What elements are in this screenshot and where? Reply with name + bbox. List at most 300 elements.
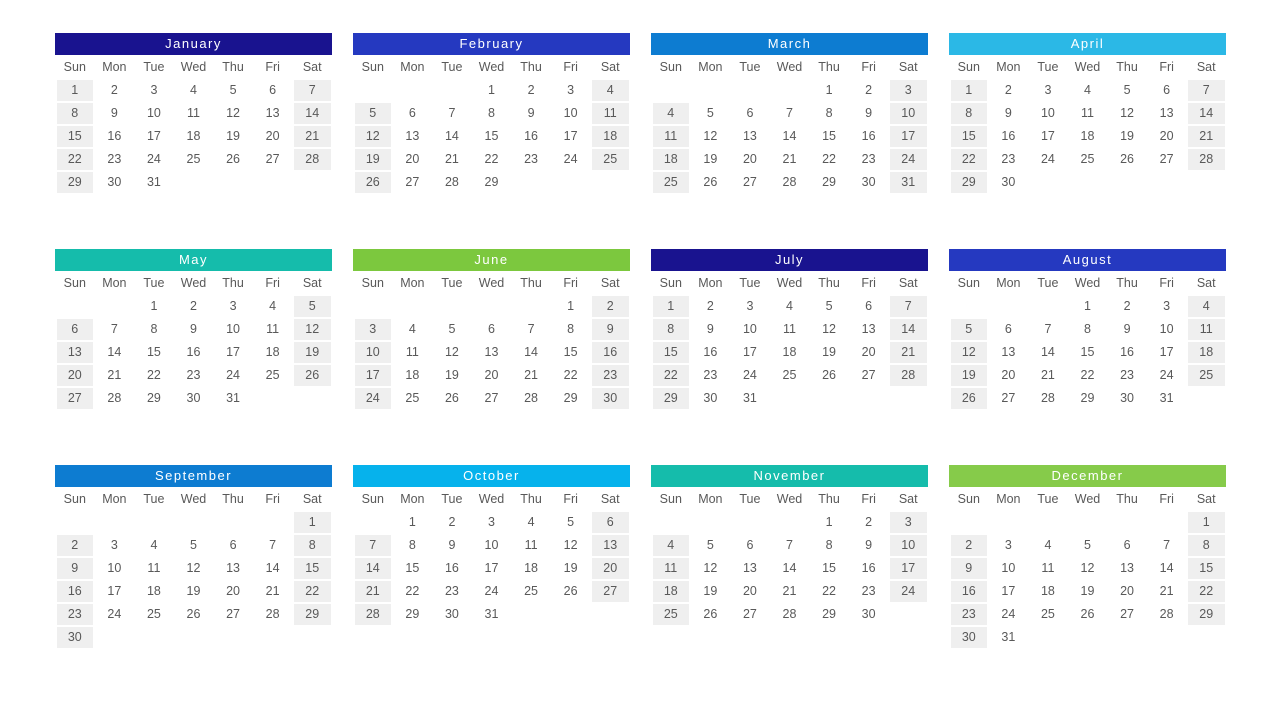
day-cell: 29 <box>1080 391 1095 405</box>
day-cell: 6 <box>408 106 416 120</box>
weekday-label: Sun <box>361 60 384 74</box>
week-row <box>651 125 928 148</box>
day-cell: 14 <box>1040 345 1055 359</box>
day-cell: 19 <box>563 561 578 575</box>
day-cell: 25 <box>653 172 690 193</box>
day-cell: 23 <box>861 152 876 166</box>
day-cell: 30 <box>861 607 876 621</box>
day-cell: 9 <box>706 322 714 336</box>
day-cell: 4 <box>408 322 416 336</box>
empty-day-cell <box>951 296 988 317</box>
week-row <box>353 511 630 534</box>
day-cell: 26 <box>1080 607 1095 621</box>
empty-day-cell <box>513 604 550 625</box>
empty-day-cell <box>990 296 1027 317</box>
day-cell: 14 <box>1188 103 1225 124</box>
calendar-grid <box>55 33 1226 681</box>
day-cell: 6 <box>1163 83 1171 97</box>
empty-day-cell <box>1109 512 1146 533</box>
month-title: May <box>55 249 332 271</box>
day-cell: 29 <box>484 175 499 189</box>
empty-day-cell <box>254 172 291 193</box>
weekday-label: Sun <box>659 60 682 74</box>
day-cell: 27 <box>265 152 280 166</box>
weekday-label: Sat <box>600 60 620 74</box>
weekday-label: Mon <box>400 276 425 290</box>
day-cell: 26 <box>703 607 718 621</box>
empty-day-cell <box>1188 627 1225 648</box>
day-cell: 9 <box>1123 322 1131 336</box>
empty-day-cell <box>394 80 431 101</box>
day-cell: 31 <box>890 172 927 193</box>
day-cell: 5 <box>1123 83 1131 97</box>
day-cell: 4 <box>592 80 629 101</box>
empty-day-cell <box>990 512 1027 533</box>
weekday-label: Wed <box>776 276 803 290</box>
week-row <box>55 102 332 125</box>
day-cell: 30 <box>1120 391 1135 405</box>
day-cell: 29 <box>1188 604 1225 625</box>
empty-day-cell <box>215 512 252 533</box>
month-title: July <box>651 249 928 271</box>
day-cell: 2 <box>448 515 456 529</box>
day-cell: 8 <box>294 535 331 556</box>
weekday-label: Tue <box>143 492 165 506</box>
day-cell: 3 <box>1044 83 1052 97</box>
day-cell: 7 <box>294 80 331 101</box>
week-row <box>55 171 332 194</box>
day-cell: 24 <box>226 368 241 382</box>
month-card <box>651 465 928 681</box>
day-cell: 5 <box>951 319 988 340</box>
day-cell: 12 <box>355 126 392 147</box>
weekday-label: Mon <box>400 492 425 506</box>
day-cell: 3 <box>1163 299 1171 313</box>
week-row <box>651 171 928 194</box>
day-cell: 7 <box>448 106 456 120</box>
weekday-label: Mon <box>102 60 127 74</box>
weekday-header-row <box>949 487 1226 511</box>
month-card <box>55 33 332 249</box>
day-cell: 24 <box>742 368 757 382</box>
month-card <box>949 33 1226 249</box>
day-cell: 22 <box>951 149 988 170</box>
day-cell: 26 <box>355 172 392 193</box>
day-cell: 8 <box>488 106 495 120</box>
weekday-label: Sun <box>659 492 682 506</box>
day-cell: 28 <box>1040 391 1055 405</box>
day-cell: 27 <box>1120 607 1135 621</box>
day-cell: 15 <box>57 126 94 147</box>
day-cell: 25 <box>524 584 539 598</box>
weekday-label: Thu <box>1116 492 1138 506</box>
day-cell: 23 <box>1120 368 1135 382</box>
day-cell: 30 <box>592 388 629 409</box>
day-cell: 11 <box>187 106 200 120</box>
weekday-label: Sat <box>1196 492 1216 506</box>
weekday-label: Tue <box>143 276 165 290</box>
day-cell: 2 <box>1123 299 1131 313</box>
weekday-label: Wed <box>776 492 803 506</box>
day-cell: 1 <box>653 296 690 317</box>
day-cell: 13 <box>1159 106 1174 120</box>
day-cell: 7 <box>890 296 927 317</box>
empty-day-cell <box>394 296 431 317</box>
day-cell: 3 <box>355 319 392 340</box>
empty-day-cell <box>653 512 690 533</box>
day-cell: 15 <box>822 129 837 143</box>
day-cell: 5 <box>190 538 197 552</box>
day-cell: 18 <box>653 581 690 602</box>
day-cell: 17 <box>484 561 499 575</box>
week-row <box>55 511 332 534</box>
day-cell: 29 <box>146 391 161 405</box>
day-cell: 3 <box>150 83 158 97</box>
weekday-label: Tue <box>739 60 761 74</box>
day-cell: 2 <box>527 83 535 97</box>
day-cell: 25 <box>1040 607 1055 621</box>
week-row <box>949 171 1226 194</box>
day-cell: 17 <box>890 126 927 147</box>
weekday-label: Fri <box>265 276 280 290</box>
day-cell: 26 <box>186 607 201 621</box>
empty-day-cell <box>890 388 927 409</box>
day-cell: 11 <box>266 322 280 336</box>
day-cell: 29 <box>822 607 837 621</box>
day-cell: 21 <box>444 152 459 166</box>
weekday-label: Sat <box>898 492 918 506</box>
weekday-label: Sat <box>302 276 322 290</box>
week-row <box>949 387 1226 410</box>
empty-day-cell <box>771 80 808 101</box>
day-cell: 19 <box>294 342 331 363</box>
month-title: March <box>651 33 928 55</box>
day-cell: 28 <box>107 391 122 405</box>
weekday-label: Sun <box>63 492 86 506</box>
day-cell: 28 <box>355 604 392 625</box>
day-cell: 25 <box>1188 365 1225 386</box>
weekday-header-row <box>55 271 332 295</box>
day-cell: 13 <box>57 342 94 363</box>
empty-day-cell <box>473 296 510 317</box>
day-cell: 31 <box>1159 391 1174 405</box>
day-cell: 6 <box>229 538 237 552</box>
day-cell: 27 <box>861 368 876 382</box>
day-cell: 16 <box>444 561 459 575</box>
empty-day-cell <box>1109 627 1146 648</box>
weekday-label: Thu <box>222 276 244 290</box>
day-cell: 6 <box>1004 322 1012 336</box>
day-cell: 6 <box>1123 538 1131 552</box>
day-cell: 11 <box>524 538 538 552</box>
day-cell: 1 <box>825 515 833 529</box>
weekday-header-row <box>353 271 630 295</box>
weekday-label: Sat <box>302 492 322 506</box>
day-cell: 4 <box>1044 538 1052 552</box>
month-title: December <box>949 465 1226 487</box>
day-cell: 7 <box>1044 322 1052 336</box>
week-row <box>651 148 928 171</box>
empty-day-cell <box>215 627 252 648</box>
empty-day-cell <box>1069 512 1106 533</box>
empty-day-cell <box>434 80 471 101</box>
empty-day-cell <box>355 512 392 533</box>
day-cell: 24 <box>107 607 122 621</box>
day-cell: 19 <box>1080 584 1095 598</box>
day-cell: 18 <box>146 584 161 598</box>
day-cell: 14 <box>1159 561 1174 575</box>
month-title: November <box>651 465 928 487</box>
week-row <box>949 341 1226 364</box>
empty-day-cell <box>175 512 212 533</box>
weekday-label: Fri <box>861 276 876 290</box>
day-cell: 10 <box>146 106 161 120</box>
empty-day-cell <box>355 80 392 101</box>
day-cell: 8 <box>150 322 158 336</box>
month-card <box>949 249 1226 465</box>
empty-day-cell <box>136 512 173 533</box>
day-cell: 5 <box>294 296 331 317</box>
day-cell: 6 <box>488 322 495 336</box>
empty-day-cell <box>513 296 550 317</box>
empty-day-cell <box>732 512 769 533</box>
day-cell: 18 <box>592 126 629 147</box>
week-row <box>55 341 332 364</box>
day-cell: 15 <box>146 345 161 359</box>
day-cell: 24 <box>484 584 499 598</box>
empty-day-cell <box>254 512 291 533</box>
day-cell: 27 <box>742 175 757 189</box>
week-row <box>651 603 928 626</box>
day-cell: 6 <box>746 538 754 552</box>
week-row <box>651 557 928 580</box>
day-cell: 27 <box>742 607 757 621</box>
day-cell: 27 <box>1001 391 1016 405</box>
day-cell: 4 <box>653 103 690 124</box>
day-cell: 3 <box>488 515 495 529</box>
day-cell: 23 <box>186 368 201 382</box>
week-row <box>55 79 332 102</box>
day-cell: 1 <box>951 80 988 101</box>
weekday-label: Fri <box>265 60 280 74</box>
day-cell: 26 <box>563 584 578 598</box>
day-cell: 24 <box>890 581 927 602</box>
weekday-label: Sat <box>898 60 918 74</box>
day-cell: 12 <box>703 129 718 143</box>
day-cell: 3 <box>890 512 927 533</box>
day-cell: 28 <box>1188 149 1225 170</box>
day-cell: 24 <box>355 388 392 409</box>
day-cell: 14 <box>107 345 122 359</box>
weekday-label: Tue <box>739 492 761 506</box>
day-cell: 18 <box>186 129 201 143</box>
day-cell: 18 <box>782 345 797 359</box>
week-row <box>651 102 928 125</box>
day-cell: 24 <box>146 152 161 166</box>
day-cell: 13 <box>1001 345 1016 359</box>
day-cell: 23 <box>57 604 94 625</box>
empty-day-cell <box>254 388 291 409</box>
month-card <box>651 249 928 465</box>
weekday-label: Tue <box>1037 492 1059 506</box>
day-cell: 11 <box>1188 319 1225 340</box>
day-cell: 22 <box>484 152 499 166</box>
empty-day-cell <box>294 627 331 648</box>
day-cell: 17 <box>107 584 122 598</box>
day-cell: 6 <box>592 512 629 533</box>
weekday-label: Thu <box>520 492 542 506</box>
day-cell: 23 <box>524 152 539 166</box>
day-cell: 20 <box>1120 584 1135 598</box>
empty-day-cell <box>1188 172 1225 193</box>
week-row <box>55 364 332 387</box>
day-cell: 20 <box>861 345 876 359</box>
weekday-label: Wed <box>478 60 505 74</box>
day-cell: 29 <box>57 172 94 193</box>
day-cell: 23 <box>592 365 629 386</box>
empty-day-cell <box>771 388 808 409</box>
day-cell: 13 <box>484 345 499 359</box>
week-row <box>55 125 332 148</box>
weekday-header-row <box>651 487 928 511</box>
weekday-label: Sun <box>957 492 980 506</box>
day-cell: 12 <box>444 345 459 359</box>
day-cell: 30 <box>186 391 201 405</box>
week-row <box>55 318 332 341</box>
day-cell: 5 <box>448 322 456 336</box>
day-cell: 1 <box>488 83 495 97</box>
day-cell: 6 <box>269 83 277 97</box>
day-cell: 28 <box>444 175 459 189</box>
empty-day-cell <box>1030 627 1067 648</box>
day-cell: 27 <box>226 607 241 621</box>
weekday-label: Wed <box>478 276 505 290</box>
day-cell: 16 <box>107 129 122 143</box>
week-row <box>651 511 928 534</box>
week-row <box>353 557 630 580</box>
weekday-label: Fri <box>1159 492 1174 506</box>
day-cell: 3 <box>229 299 237 313</box>
day-cell: 2 <box>110 83 118 97</box>
empty-day-cell <box>355 296 392 317</box>
weekday-label: Fri <box>563 492 578 506</box>
day-cell: 10 <box>484 538 499 552</box>
day-cell: 26 <box>951 388 988 409</box>
weekday-label: Thu <box>520 60 542 74</box>
day-cell: 6 <box>865 299 873 313</box>
day-cell: 27 <box>484 391 499 405</box>
day-cell: 25 <box>186 152 201 166</box>
day-cell: 22 <box>57 149 94 170</box>
weekday-label: Wed <box>180 492 207 506</box>
day-cell: 19 <box>703 584 718 598</box>
day-cell: 19 <box>226 129 241 143</box>
week-row <box>353 387 630 410</box>
day-cell: 18 <box>524 561 539 575</box>
day-cell: 4 <box>150 538 158 552</box>
weekday-label: Mon <box>698 492 723 506</box>
day-cell: 2 <box>951 535 988 556</box>
day-cell: 20 <box>226 584 241 598</box>
month-title: June <box>353 249 630 271</box>
week-row <box>55 534 332 557</box>
day-cell: 23 <box>107 152 122 166</box>
empty-day-cell <box>294 172 331 193</box>
day-cell: 15 <box>1188 558 1225 579</box>
week-row <box>949 79 1226 102</box>
day-cell: 1 <box>1084 299 1091 313</box>
day-cell: 11 <box>1041 561 1055 575</box>
day-cell: 7 <box>1163 538 1171 552</box>
week-row <box>353 79 630 102</box>
weekday-label: Wed <box>1074 60 1101 74</box>
day-cell: 8 <box>567 322 575 336</box>
day-cell: 13 <box>742 561 757 575</box>
day-cell: 11 <box>147 561 161 575</box>
week-row <box>353 603 630 626</box>
day-cell: 16 <box>186 345 201 359</box>
day-cell: 10 <box>1159 322 1174 336</box>
day-cell: 23 <box>444 584 459 598</box>
day-cell: 24 <box>563 152 578 166</box>
weekday-label: Wed <box>1074 492 1101 506</box>
month-title: October <box>353 465 630 487</box>
day-cell: 31 <box>146 175 161 189</box>
empty-day-cell <box>254 627 291 648</box>
week-row <box>353 534 630 557</box>
day-cell: 7 <box>269 538 277 552</box>
weekday-label: Sat <box>1196 60 1216 74</box>
day-cell: 21 <box>1040 368 1055 382</box>
day-cell: 13 <box>861 322 876 336</box>
day-cell: 12 <box>951 342 988 363</box>
day-cell: 21 <box>782 584 797 598</box>
day-cell: 7 <box>786 538 793 552</box>
weekday-header-row <box>353 487 630 511</box>
day-cell: 16 <box>861 561 876 575</box>
day-cell: 13 <box>592 535 629 556</box>
month-card <box>353 465 630 681</box>
day-cell: 19 <box>703 152 718 166</box>
day-cell: 10 <box>355 342 392 363</box>
day-cell: 7 <box>110 322 118 336</box>
day-cell: 28 <box>782 175 797 189</box>
day-cell: 23 <box>1001 152 1016 166</box>
day-cell: 19 <box>822 345 837 359</box>
day-cell: 11 <box>592 103 629 124</box>
weekday-label: Tue <box>1037 276 1059 290</box>
day-cell: 10 <box>1040 106 1055 120</box>
day-cell: 26 <box>1120 152 1135 166</box>
week-row <box>651 341 928 364</box>
day-cell: 12 <box>703 561 718 575</box>
month-card <box>651 33 928 249</box>
day-cell: 1 <box>825 83 833 97</box>
weekday-header-row <box>353 55 630 79</box>
day-cell: 29 <box>653 388 690 409</box>
day-cell: 14 <box>444 129 459 143</box>
day-cell: 2 <box>865 83 873 97</box>
day-cell: 13 <box>1120 561 1135 575</box>
day-cell: 28 <box>524 391 539 405</box>
day-cell: 16 <box>951 581 988 602</box>
empty-day-cell <box>1069 627 1106 648</box>
day-cell: 30 <box>951 627 988 648</box>
week-row <box>651 534 928 557</box>
day-cell: 8 <box>653 319 690 340</box>
day-cell: 24 <box>1159 368 1174 382</box>
day-cell: 2 <box>190 299 197 313</box>
